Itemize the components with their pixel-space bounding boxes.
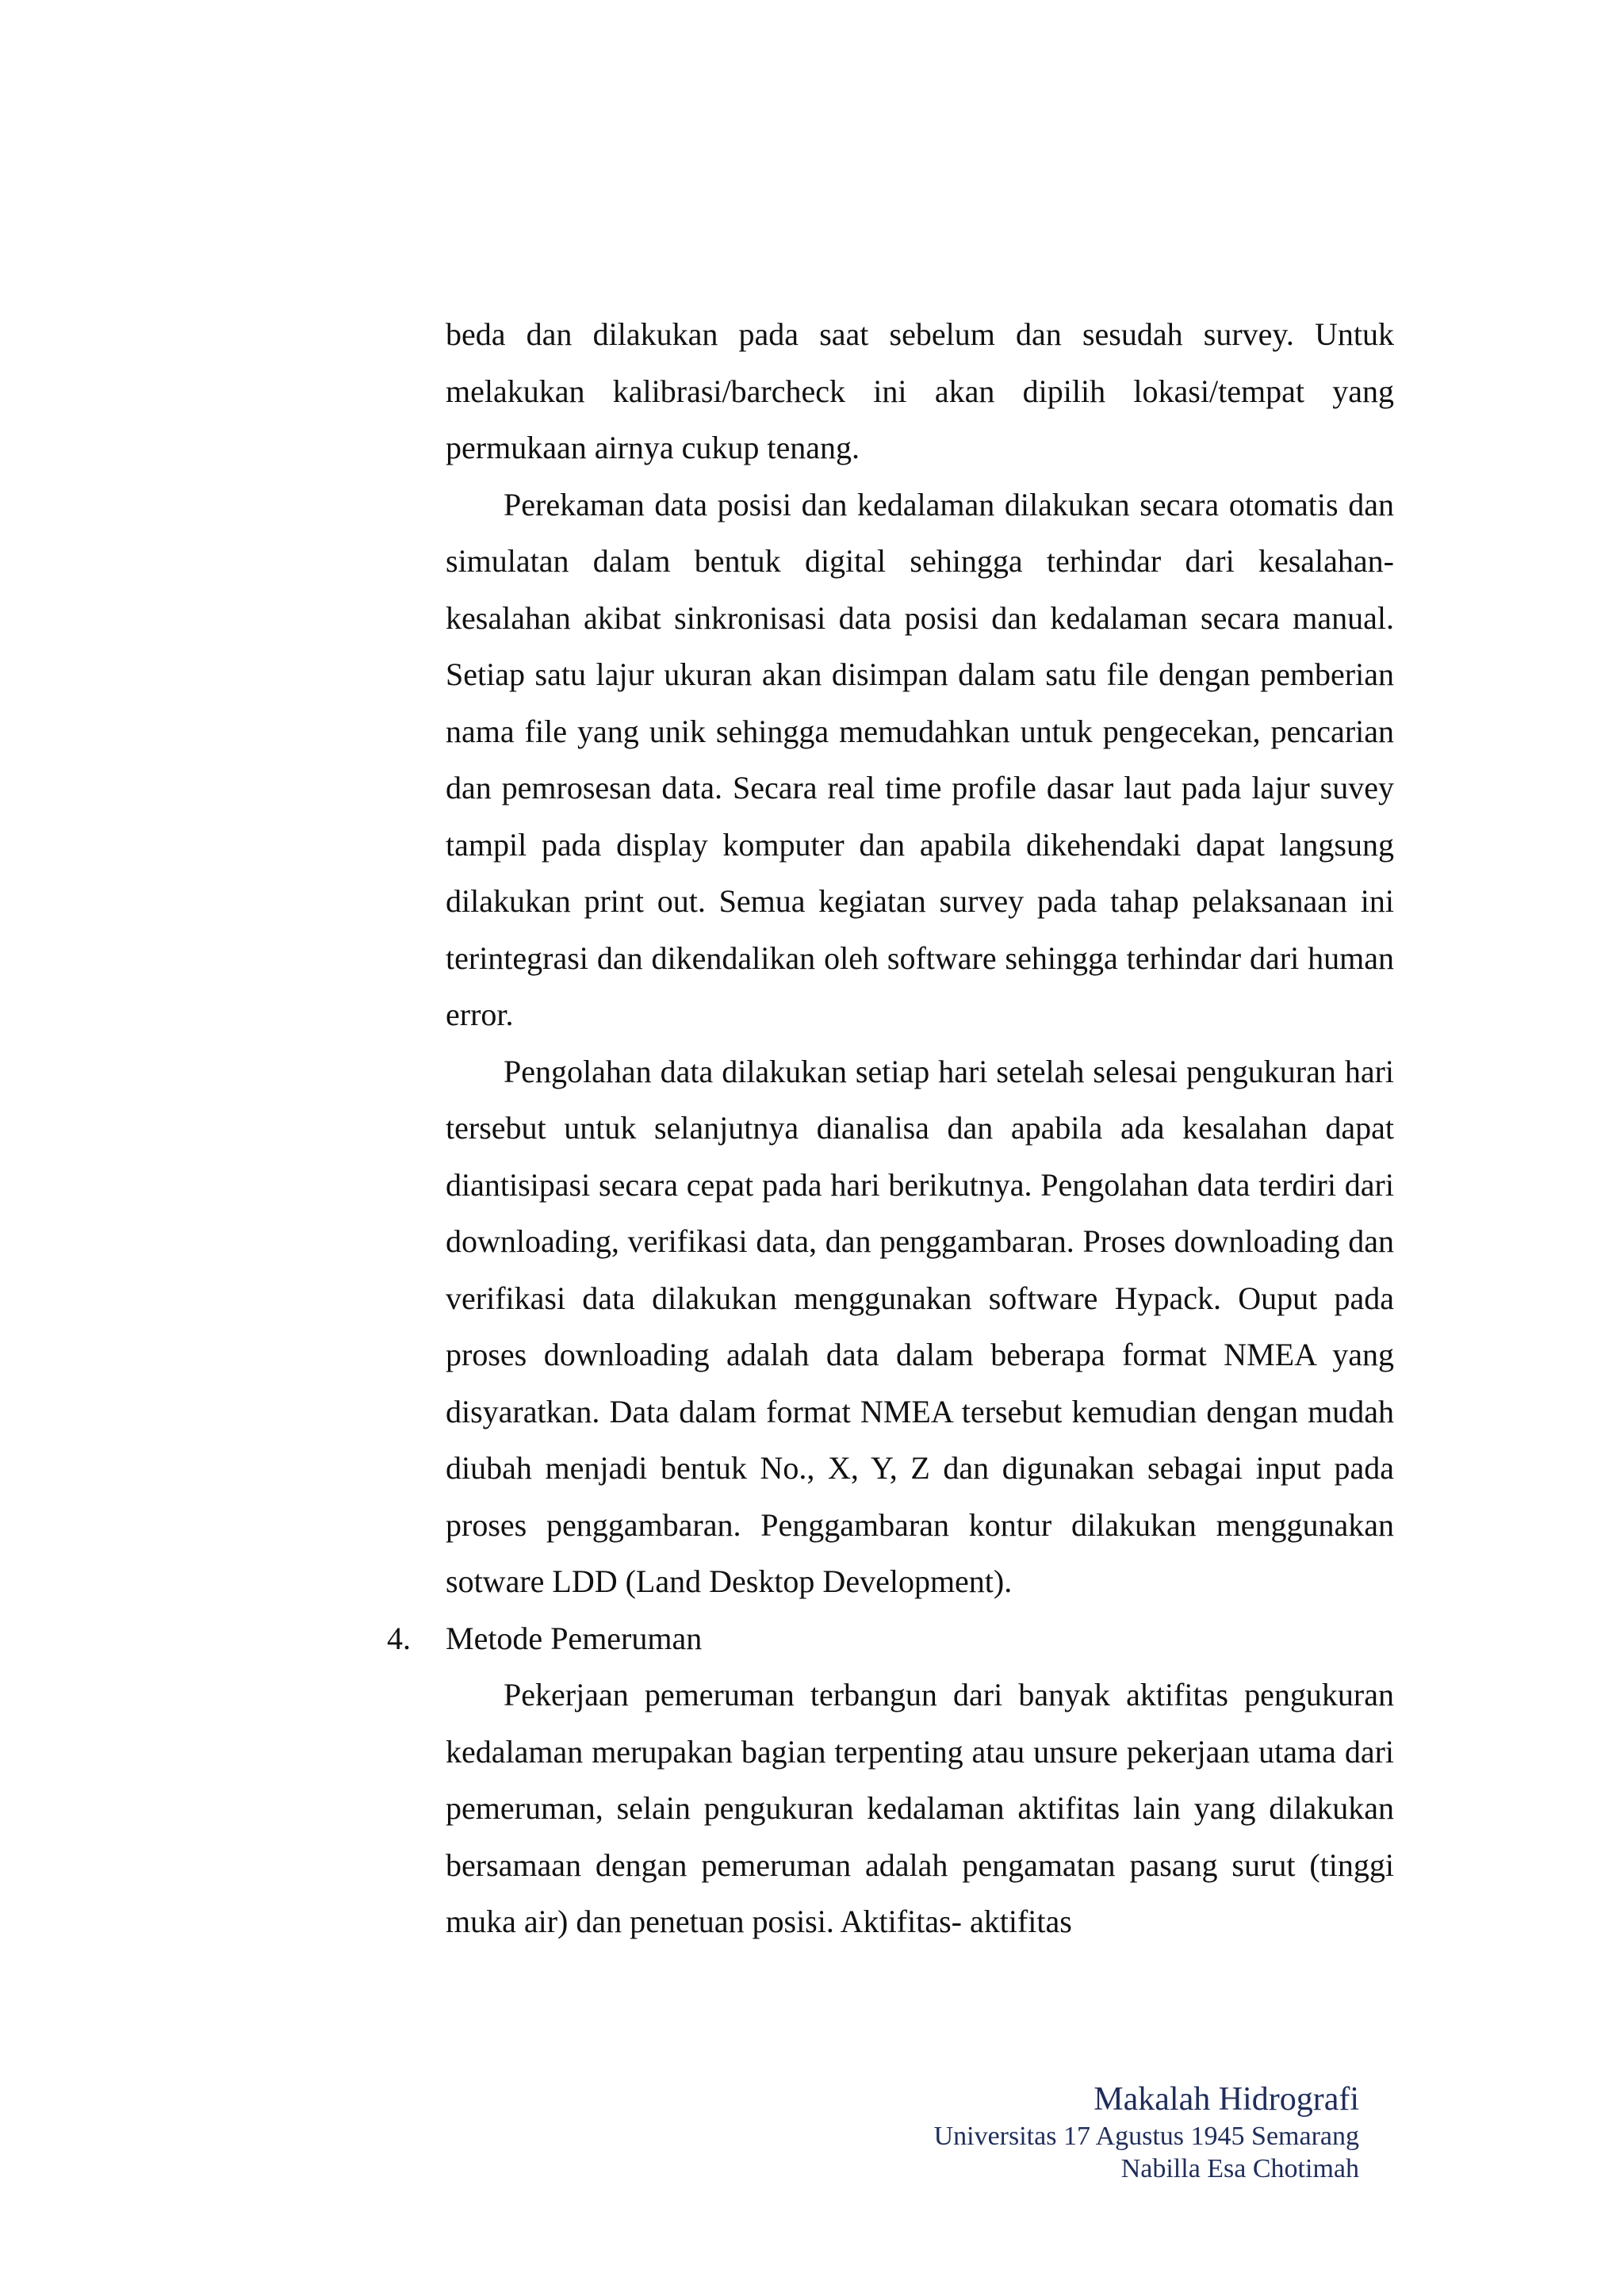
footer-title: Makalah Hidrografi: [1094, 2081, 1359, 2118]
footer-institution: Universitas 17 Agustus 1945 Semarang: [933, 2122, 1359, 2151]
footer-author: Nabilla Esa Chotimah: [1120, 2154, 1359, 2183]
page-footer: [934, 2079, 1359, 2185]
body-text: [387, 306, 1394, 1950]
paragraph-sounding-method: Pekerjaan pemeruman terbangun dari banyak aktifitas pengukuran kedalaman merupakan bagian terpenting atau unsure pekerjaan utama dari pemeruman, selain pengukuran kedalaman aktifitas lain yang dilakukan bersamaan dengan pemeruman adalah pengamatan pasang surut (tinggi muka air) dan penetuan posisi. Aktifitas- aktifitas: [446, 1677, 1394, 1939]
paragraph-recording: Perekaman data posisi dan kedalaman dilakukan secara otomatis dan simulatan dalam bentuk digital sehingga terhindar dari kesalahan-kesalahan akibat sinkronisasi data posisi dan kedalaman secara manual. Setiap satu lajur ukuran akan disimpan dalam satu file dengan pemberian nama file yang unik sehingga memudahkan untuk pengecekan, pencarian dan pemrosesan data. Secara real time profile dasar laut pada lajur suvey tampil pada display komputer dan apabila dikehendaki dapat langsung dilakukan print out. Semua kegiatan survey pada tahap pelaksanaan ini terintegrasi dan dikendalikan oleh software sehingga terhindar dari human error.: [446, 486, 1394, 1032]
paragraph-processing: Pengolahan data dilakukan setiap hari setelah selesai pengukuran hari tersebut untuk selanjutnya dianalisa dan apabila ada kesalahan dapat diantisipasi secara cepat pada hari berikutnya. Pengolahan data terdiri dari downloading, verifikasi data, dan penggambaran. Proses downloading dan verifikasi data dilakukan menggunakan software Hypack. Ouput pada proses downloading adalah data dalam beberapa format NMEA yang disyaratkan. Data dalam format NMEA tersebut kemudian dengan mudah diubah menjadi bentuk No., X, Y, Z dan digunakan sebagai input pada proses penggambaran. Penggambaran kontur dilakukan menggunakan sotware LDD (Land Desktop Development).: [446, 1053, 1394, 1599]
section-title: Metode Pemeruman: [446, 1620, 703, 1656]
section-number: 4.: [387, 1620, 411, 1656]
section-heading: [387, 1610, 1394, 1667]
paragraph-continuation: beda dan dilakukan pada saat sebelum dan sesudah survey. Untuk melakukan kalibrasi/barcheck ini akan dipilih lokasi/tempat yang permukaan airnya cukup tenang.: [446, 316, 1394, 465]
